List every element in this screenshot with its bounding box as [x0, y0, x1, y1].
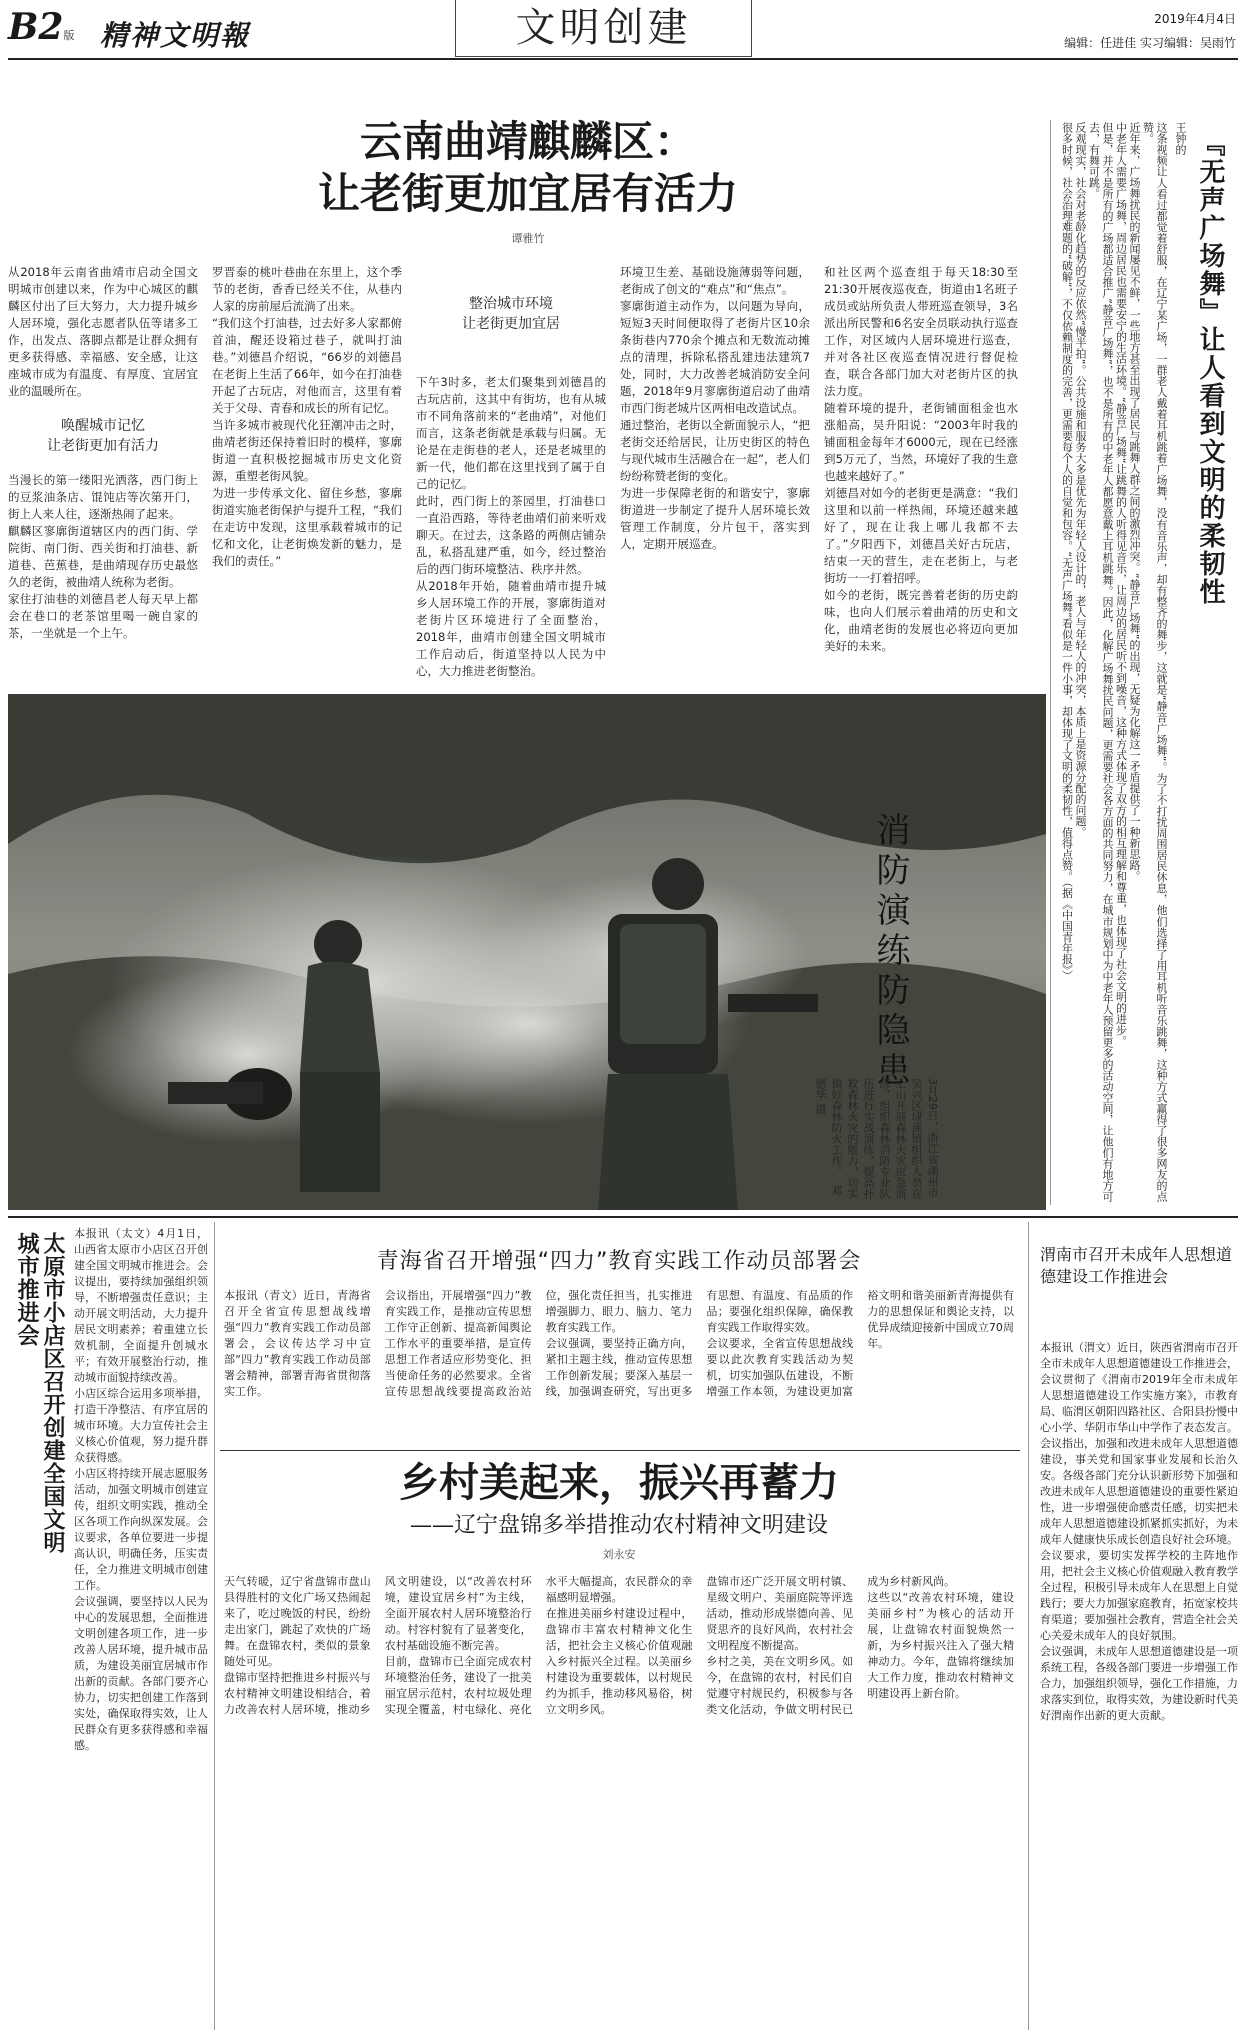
- liaoning-author: 刘永安: [602, 1548, 636, 1561]
- liaoning-text: 天气转暖，辽宁省盘锦市盘山县得胜村的文化广场又热闹起来了，吃过晚饭的村民，纷纷走出家门，跳起了欢快的广场舞。在盘锦农村，类似的景象随处可见。 盘锦市坚持把推进乡村振兴与农村精神文明建设相结合，着力改善农村人居环境，推动乡风文明建设，以“改善农村环境，建设宜居乡村”为主线，全面开展农村人居环境整治行动。村容村貌有了显著变化，农村基础设施不断完善。 目前，盘锦市已全面完成农村环境整治任务，建设了一批美丽宜居示范村，农村垃圾处理实现全覆盖，村屯绿化、亮化水平大幅提高，农民群众的幸福感明显增强。 在推进美丽乡村建设过程中，盘锦市丰富农村精神文化生活，把社会主义核心价值观融入乡村振兴全过程。以美丽乡村建设为重要载体，以村规民约为抓手，推动移风易俗，树立文明乡风。 盘锦市还广泛开展文明村镇、星级文明户、美丽庭院等评选活动，推动形成崇德向善、见贤思齐的良好风尚，农村社会文明程度不断提高。 乡村之美，美在文明乡风。如今，在盘锦的农村，村民们自觉遵守村规民约，积极参与各类文化活动，争做文明村民已成为乡村新风尚。 这些以“改善农村环境，建设美丽乡村”为核心的活动开展，让盘锦农村面貌焕然一新，为乡村振兴注入了强大精神动力。今年，盘锦将继续加大工作力度，推动农村精神文明建设再上新台阶。: [224, 1575, 1014, 1716]
- article-yunnan: [8, 66, 1048, 686]
- qinghai-text: 本报讯（青文）近日，青海省召开全省宣传思想战线增强“四力”教育实践工作动员部署会，会议传达学习中宣部“四力”教育实践工作动员部署会精神，部署青海省贯彻落实工作。 会议指出，开展增强“四力”教育实践工作，是推动宣传思想工作守正创新、提高新闻舆论工作水平的重要举措，是宣传思想工作者适应形势变化、担当使命任务的必然要求。全省宣传思想战线要提高政治站位，强化责任担当，扎实推进增强脚力、眼力、脑力、笔力教育实践工作。 会议强调，要坚持正确方向，紧扣主题主线，推动宣传思想工作创新发展；要深入基层一线，加强调查研究，写出更多有思想、有温度、有品质的作品；要强化组织保障，确保教育实践工作取得实效。 会议要求，全省宣传思想战线要以此次教育实践活动为契机，切实加强队伍建设，不断增强工作本领，为建设更加富裕文明和谐美丽新青海提供有力的思想保证和舆论支持，以优异成绩迎接新中国成立70周年。: [224, 1289, 1014, 1398]
- liaoning-subtitle: ——辽宁盘锦多举措推动农村精神文明建设: [409, 1513, 828, 1538]
- liaoning-title: 乡村美起来，振兴再蓄力: [399, 1459, 839, 1506]
- sidebar-text: 这条视频让人看过都觉着舒服，在辽宁某广场，一群老人戴着耳机跳着广场舞，没有音乐声，却有整齐的舞步，这就是“静音广场舞”。为了不打扰周围居民休息，他们选择了用耳机听音乐跳舞，这种方式赢得了很多网友的点赞。 近年来，广场舞扰民的新闻屡见不鲜，一些地方甚至出现了居民与跳舞人群之间的激烈冲突。“静音广场舞”的出现，无疑为化解这一矛盾提供了一种新思路。 中老年人需要广场舞，周边居民也需要安宁的生活环境。“静音广场舞”让跳舞的人听得见音乐，让周边的居民听不到噪音，这种方式体现了双方的相互理解和尊重，也体现了社会文明的进步。 但是，并不是所有的广场都适合推广“静音广场舞”，也不是所有的中老年人都愿意戴上耳机跳舞。因此，化解广场舞扰民问题，更需要社会各方面的共同努力，在城市规划中为中老年人预留更多的活动空间，让他们有地方可去，有舞可跳。 反观现实，社会对老龄化趋势的反应依然“慢半拍”。公共设施和服务大多是优先为年轻人设计的，老人与年轻人的冲突，本质上是资源分配的问题。 很多时候，社会治理难题的“破解”，不仅依赖制度的完善，更需要每个人的自觉和包容。“无声广场舞”看似是一件小事，却体现了文明的柔韧性，值得点赞。（据《中国青年报》）: [1060, 122, 1168, 1202]
- sidebar-source: （据《中国青年报》）: [1060, 881, 1074, 981]
- weinan-divider: [1028, 1222, 1029, 2030]
- weinan-text: 本报讯（渭文）近日，陕西省渭南市召开全市未成年人思想道德建设工作推进会，会议贯彻了《渭南市2019年全市未成年人思想道德建设工作实施方案》，市教育局、临渭区朝阳四路社区、合阳县扮慢中心小学、华阴市华山中学作了表态发言。 会议指出，加强和改进未成年人思想道德建设，事关党和国家事业发展和长治久安。各级各部门充分认识新形势下加强和改进未成年人思想道德建设的重要性紧迫性，进一步增强使命感责任感，切实把未成年人思想道德建设抓紧抓实抓好，为未成年人健康快乐成长创造良好社会环境。 会议要求，要切实发挥学校的主阵地作用，把社会主义核心价值观融入教育教学全过程，积极引导未成年人在思想上自觉践行；要大力加强家庭教育，拓宽家校共育渠道；要加强社会教育，营造全社会关心关爱未成年人的良好氛围。 会议强调，未成年人思想道德建设是一项系统工程，各级各部门要进一步增强工作合力，加强组织领导，强化工作措施，力求落实到位，取得实效，为建设新时代美好渭南作出新的更大贡献。: [1040, 1341, 1238, 1722]
- article-yunnan-col3: 整治城市环境 让老街更加宜居 下午3时多，老太们聚集到刘德昌的古玩店前，这其中有街坊，也有从城市不同角落前来的“老曲靖”，对他们而言，这条老街就是承载与归属。无论是在走街巷的老人，还是老城里的新一代，他们都在这里找到了属于自己的记忆。 此时，西门街上的茶园里，打油巷口一直沿西路，等待老曲靖们前来听戏聊天。在过去，这条路的两侧店铺杂乱，私搭乱建严重，如今，经过整治后的西门街环境整洁、秩序井然。 从2018年开始，随着曲靖市提升城乡人居环境工作的开展，寥廓街道对老街片区环境进行了全面整治，2018年，曲靖市创建全国文明城市工作启动后，街道坚持以人民为中心，大力推进老街整治。: [416, 296, 606, 678]
- weinan-title: 渭南市召开未成年人思想道德建设工作推进会: [1040, 1245, 1233, 1286]
- article-yunnan-col4: 环境卫生差、基础设施薄弱等问题，老街成了创文的“难点”和“焦点”。 寥廓街道主动作为，以问题为导向，短短3天时间便取得了老街片区10余条街巷内770余个摊点和无数流动摊点的清理，拆除私搭乱建违法建筑7处，同时，大力改善老城消防安全问题，2018年9月寥廓街道启动了曲靖市西门街老城片区两相电改造试点。 通过整治，老街以全新面貌示人，“把老街交还给居民，让历史街区的特色与现代城市生活融合在一起”，老人们纷纷称赞老街的变化。 为进一步保障老街的和谐安宁，寥廓街道进一步制定了提升人居环境长效管理工作制度，分片包干，落实到人，定期开展巡查。: [620, 265, 810, 551]
- taiyuan-divider: [214, 1222, 215, 2030]
- qinghai-title: 青海省召开增强“四力”教育实践工作动员部署会: [376, 1249, 862, 1274]
- masthead-rule: [8, 58, 1238, 60]
- section-banner: [455, 0, 752, 57]
- photo-caption: 3月29日，浙江省湖州市吴兴区埭溪镇组织人员在上山开展森林火灾应急演练，组织森林消防专业队伍进行实战演练，提高扑救森林火灾的能力，切实做好森林防火工作。邓德华 摄: [814, 1078, 939, 1199]
- article-yunnan-col1: 从2018年云南省曲靖市启动全国文明城市创建以来，作为中心城区的麒麟区付出了巨大努力，大力提升城乡人居环境，强化志愿者队伍等诸多工作，出发点、落脚点都是让群众拥有更多获得感、幸福感、安全感，让这座城市成为有温度、有厚度、宜居宜业的温暖所在。 唤醒城市记忆 让老街更加有活力 当漫长的第一缕阳光洒落，西门街上的豆浆油条店、馄饨店等次第开门，街上人来人往，逐渐热闹了起来。 麒麟区寥廓街道辖区内的西门街、学院街、南门街、西关街和打油巷、新道巷、芭蕉巷，是曲靖现存历史最悠久的老街，被曲靖人统称为老街。 家住打油巷的刘德昌老人每天早上都会在巷口的老茶馆里喝一碗自家的茶，一坐就是一个上午。: [8, 265, 198, 640]
- masthead: [0, 0, 1246, 62]
- photo-credit: 邓德华 摄: [814, 1078, 843, 1196]
- section-title: 文明创建: [515, 5, 692, 51]
- taiyuan-text: 本报讯（太文）4月1日，山西省太原市小店区召开创建全国文明城市推进会。会议提出，要持续加强组织领导，不断增强责任意识；主动开展文明活动，大力提升居民文明素养；着重建立长效机制，全面提升创城水平；有效开展整治行动，推动城市面貌持续改善。 小店区综合运用多项举措，打造干净整洁、有序宜居的城市环境。大力宣传社会主义核心价值观，努力提升群众获得感。 小店区将持续开展志愿服务活动，加强文明城市创建宣传，组织文明实践，推动全区各项工作向纵深发展。会议要求，各单位要进一步提高认识，明确任务，压实责任，全力推进文明城市创建工作。 会议强调，要坚持以人民为中心的发展思想，全面推进文明创建各项工作，进一步改善人居环境，提升城市品质，为建设美丽宜居城市作出新的贡献。各部门要齐心协力，切实把创建工作落到实处，确保取得实效，让人民群众有更多获得感和幸福感。: [74, 1227, 208, 1752]
- sidebar-divider: [1050, 120, 1051, 1205]
- article-yunnan-col2: 罗晋泰的桃叶巷曲在东里上，这个季节的老街，香香已经关不住，从巷内人家的房前屋后流淌了出来。 “我们这个打油巷，过去好多人家都俯首油，醒还设箱过巷子，就叫打油巷。”刘德昌介绍说，“66岁的刘德昌在老街上生活了66年，如今在打油巷开起了古玩店，对他而言，这里有着关于父母、青春和成长的所有记忆。 当许多城市被现代化狂潮冲击之时，曲靖老街还保持着旧时的模样，寥廓街道一直积极挖掘城市历史文化资源，重塑老街风貌。 为进一步传承文化、留住乡愁，寥廓街道实施老街保护与提升工程，“我们在走访中发现，这里承载着城市的记忆和文化，让老街焕发新的魅力，是我们的责任。”: [212, 265, 402, 568]
- article-yunnan-col5: 和社区两个巡查组于每天18:30至21:30开展夜巡夜查，街道由1名班子成员或站所负责人带班巡查领导，3名派出所民警和6名安全员联动执行巡查工作，对区域内人居环境进行巡查，并对各社区夜巡查情况进行督促检查，联合各部门加大对老街片区的执法力度。 随着环境的提升，老街铺面租金也水涨船高，吴升阳说：“2003年时我的铺面租金每年才6000元，现在已经涨到5万元了，当然，环境好了我的生意也越来越好了。” 刘德昌对如今的老街更是满意：“我们这里和以前一样热闹，环境还越来越好了，现在让我上哪儿我都不去了。”夕阳西下，刘德昌关好古玩店，结束一天的营生，走在老街上，与老街坊一一打着招呼。 如今的老街，既完善着老街的历史韵味，也向人们展示着曲靖的历史和文化，曲靖老街的发展也必将迈向更加美好的未来。: [824, 265, 1018, 653]
- photo-title: 消防演练防隐患: [870, 812, 910, 1092]
- page-code: B2版: [8, 6, 75, 48]
- article-yunnan-title: 云南曲靖麒麟区： 让老街更加宜居有活力: [317, 117, 738, 218]
- sidebar-author: 王钟的: [1174, 122, 1187, 155]
- article-yunnan-subhead1: 唤醒城市记忆 让老街更加有活力: [47, 418, 159, 454]
- paper-name: 精神文明報: [100, 19, 251, 52]
- masthead-editors: 编辑：任进佳 实习编辑：吴雨竹: [1064, 36, 1236, 50]
- masthead-date: 2019年4月4日: [1154, 12, 1236, 26]
- mid-rule: [8, 1216, 1238, 1218]
- taiyuan-title: 太原市小店区召开创建全国文明城市推进会: [14, 1232, 66, 1554]
- qinghai-rule: [220, 1450, 1020, 1451]
- article-yunnan-author: 谭雅竹: [511, 232, 545, 245]
- sidebar-title: 『无声广场舞』让人看到文明的柔韧性: [1195, 130, 1225, 606]
- article-yunnan-subhead2: 整治城市环境 让老街更加宜居: [462, 296, 560, 332]
